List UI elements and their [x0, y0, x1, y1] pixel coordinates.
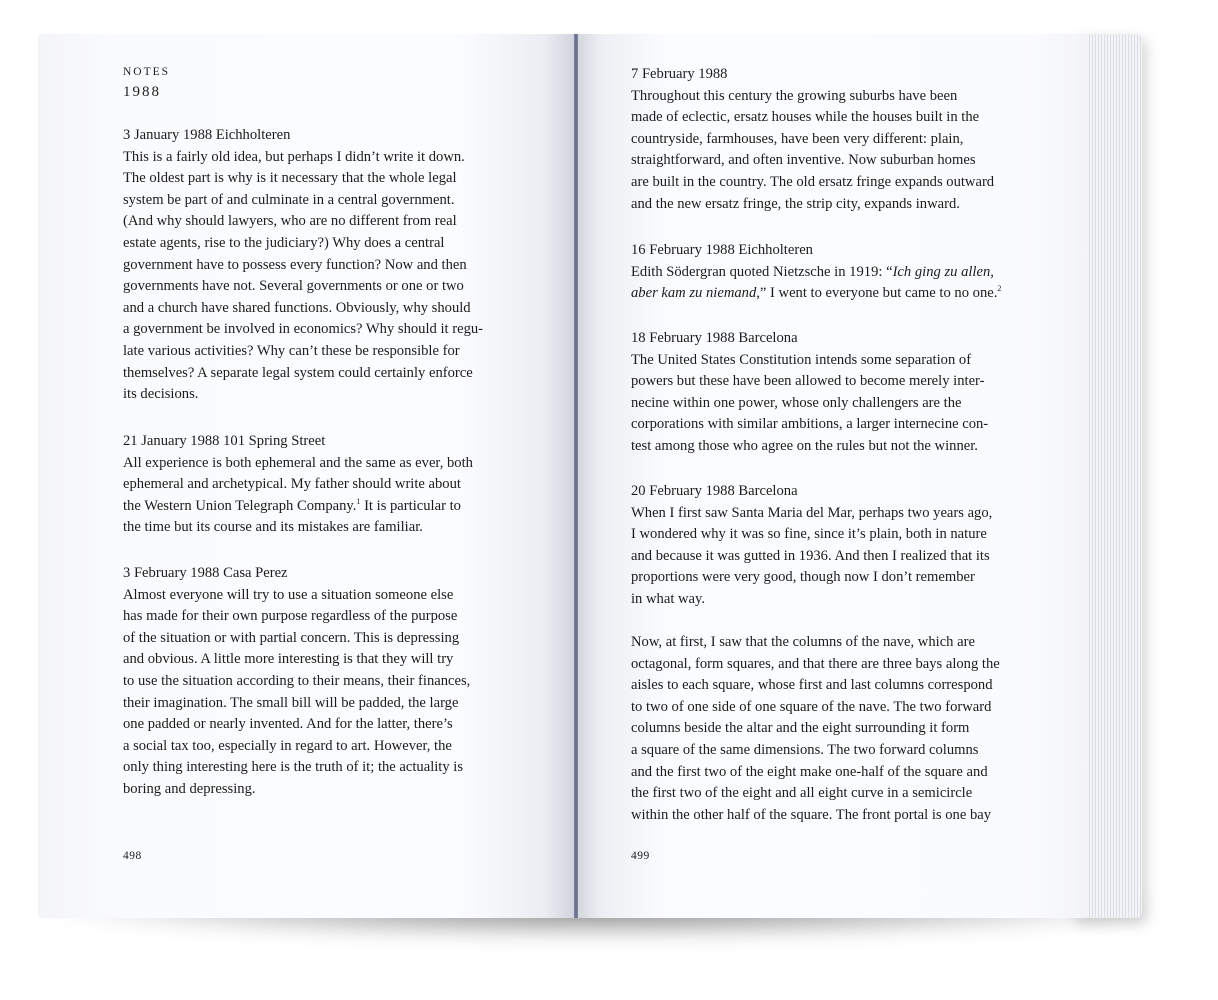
- text-line: proportions were very good, though now I don’t remember: [631, 569, 975, 586]
- text-line: [123, 496, 473, 518]
- text-line: [631, 262, 1001, 284]
- entry-21-january: [123, 431, 473, 539]
- text-line: one padded or nearly invented. And for the latter, there’s: [123, 716, 453, 733]
- text-line: necine within one power, whose only challengers are the: [631, 394, 962, 411]
- entry-heading: 7 February 1988: [631, 66, 728, 82]
- text-line: government have to possess every function? Now and then: [123, 256, 467, 273]
- footnote-mark: 2: [997, 284, 1002, 294]
- text-fragment: It is particular to: [360, 497, 461, 514]
- text-line: are built in the country. The old ersatz fringe expands outward: [631, 173, 995, 190]
- text-line: a square of the same dimensions. The two forward columns: [631, 741, 979, 758]
- text-line: Now, at first, I saw that the columns of the nave, which are: [631, 634, 975, 650]
- text-line: made of eclectic, ersatz houses while the houses built in the: [631, 109, 980, 126]
- left-page: [38, 34, 576, 918]
- text-line: columns beside the altar and the eight surrounding it form: [631, 720, 970, 737]
- italic-quote: aber kam zu niemand: [631, 285, 757, 302]
- text-line: governments have not. Several governments or one or two: [123, 278, 464, 295]
- text-line: themselves? A separate legal system could certainly enforce: [123, 364, 473, 381]
- entry-16-february: [631, 240, 1001, 305]
- entry-18-february: [631, 328, 988, 458]
- entry-20-february: [631, 481, 992, 611]
- nave-paragraph: [631, 632, 1000, 826]
- text-line: system be part of and culminate in a central government.: [123, 191, 455, 208]
- text-line: and a church have shared functions. Obviously, why should: [123, 299, 471, 316]
- text-line: corporations with similar ambitions, a larger internecine con-: [631, 416, 989, 433]
- text-line: (And why should lawyers, who are no different from real: [123, 213, 457, 230]
- text-line: its decisions.: [123, 386, 199, 403]
- text-line: and the first two of the eight make one-half of the square and: [631, 763, 988, 780]
- text-line: and the new ersatz fringe, the strip city, expands inward.: [631, 195, 960, 212]
- text-line: in what way.: [631, 590, 706, 607]
- page-number: 499: [631, 850, 650, 862]
- text-line: to use the situation according to their means, their finances,: [123, 672, 471, 689]
- text-line: [631, 283, 1001, 305]
- text-line: This is a fairly old idea, but perhaps I didn’t write it down.: [123, 148, 465, 165]
- text-line: straightforward, and often inventive. Now suburban homes: [631, 152, 976, 169]
- text-line: the time but its course and its mistakes are familiar.: [123, 519, 423, 536]
- text-line: aisles to each square, whose first and last columns correspond: [631, 677, 993, 694]
- text-line: their imagination. The small bill will be padded, the large: [123, 694, 459, 711]
- text-line: a government be involved in economics? Why should it regu-: [123, 321, 484, 338]
- text-line: countryside, farmhouses, have been very different: plain,: [631, 130, 964, 147]
- entry-heading: 16 February 1988 Eichholteren: [631, 242, 813, 258]
- entry-3-february: [123, 563, 470, 801]
- entry-heading: 21 January 1988 101 Spring Street: [123, 433, 326, 449]
- footnote-mark: 1: [356, 496, 361, 506]
- text-line: I wondered why it was so fine, since it’s plain, both in nature: [631, 526, 987, 543]
- text-line: only thing interesting here is the truth of it; the actuality is: [123, 759, 464, 776]
- text-line: and because it was gutted in 1936. And then I realized that its: [631, 547, 990, 564]
- text-line: of the situation or with partial concern. This is depressing: [123, 629, 460, 646]
- text-line: within the other half of the square. The front portal is one bay: [631, 806, 992, 823]
- running-head: NOTES: [123, 66, 171, 78]
- text-fragment: the Western Union Telegraph Company.: [123, 497, 357, 514]
- entry-heading: 20 February 1988 Barcelona: [631, 483, 798, 499]
- entry-heading: 3 January 1988 Eichholteren: [123, 127, 291, 143]
- text-line: The oldest part is why is it necessary that the whole legal: [123, 170, 457, 187]
- running-year: 1988: [123, 84, 161, 100]
- text-line: estate agents, rise to the judiciary?) Why does a central: [123, 234, 445, 251]
- entry-heading: 3 February 1988 Casa Perez: [123, 565, 288, 581]
- entry-7-february: [631, 64, 994, 215]
- text-line: Almost everyone will try to use a situation someone else: [123, 586, 454, 603]
- text-fragment: Edith Södergran quoted Nietzsche in 1919: “: [631, 263, 893, 280]
- text-line: octagonal, form squares, and that there are three bays along the: [631, 655, 1000, 672]
- text-line: to two of one side of one square of the nave. The two forward: [631, 698, 992, 715]
- text-fragment: ,” I went to everyone but came to no one.: [756, 285, 998, 302]
- text-line: and obvious. A little more interesting is that they will try: [123, 651, 454, 668]
- text-line: The United States Constitution intends some separation of: [631, 351, 972, 368]
- text-line: a social tax too, especially in regard to art. However, the: [123, 737, 452, 754]
- text-line: the first two of the eight and all eight curve in a semicircle: [631, 785, 973, 802]
- text-line: late various activities? Why can’t these be responsible for: [123, 342, 460, 359]
- right-page: [576, 34, 1088, 918]
- entry-3-january: [123, 125, 483, 406]
- text-line: When I first saw Santa Maria del Mar, perhaps two years ago,: [631, 504, 993, 521]
- text-line: ephemeral and archetypical. My father should write about: [123, 476, 461, 493]
- text-line: All experience is both ephemeral and the same as ever, both: [123, 454, 473, 471]
- text-line: test among those who agree on the rules but not the winner.: [631, 437, 978, 454]
- page-number: 498: [123, 850, 142, 862]
- text-line: has made for their own purpose regardless of the purpose: [123, 608, 458, 625]
- italic-quote: Ich ging zu allen,: [892, 263, 994, 280]
- book-gutter: [574, 34, 578, 918]
- text-line: boring and depressing.: [123, 780, 256, 797]
- text-line: powers but these have been allowed to become merely inter-: [631, 373, 985, 390]
- entry-heading: 18 February 1988 Barcelona: [631, 330, 798, 346]
- text-line: Throughout this century the growing suburbs have been: [631, 87, 958, 104]
